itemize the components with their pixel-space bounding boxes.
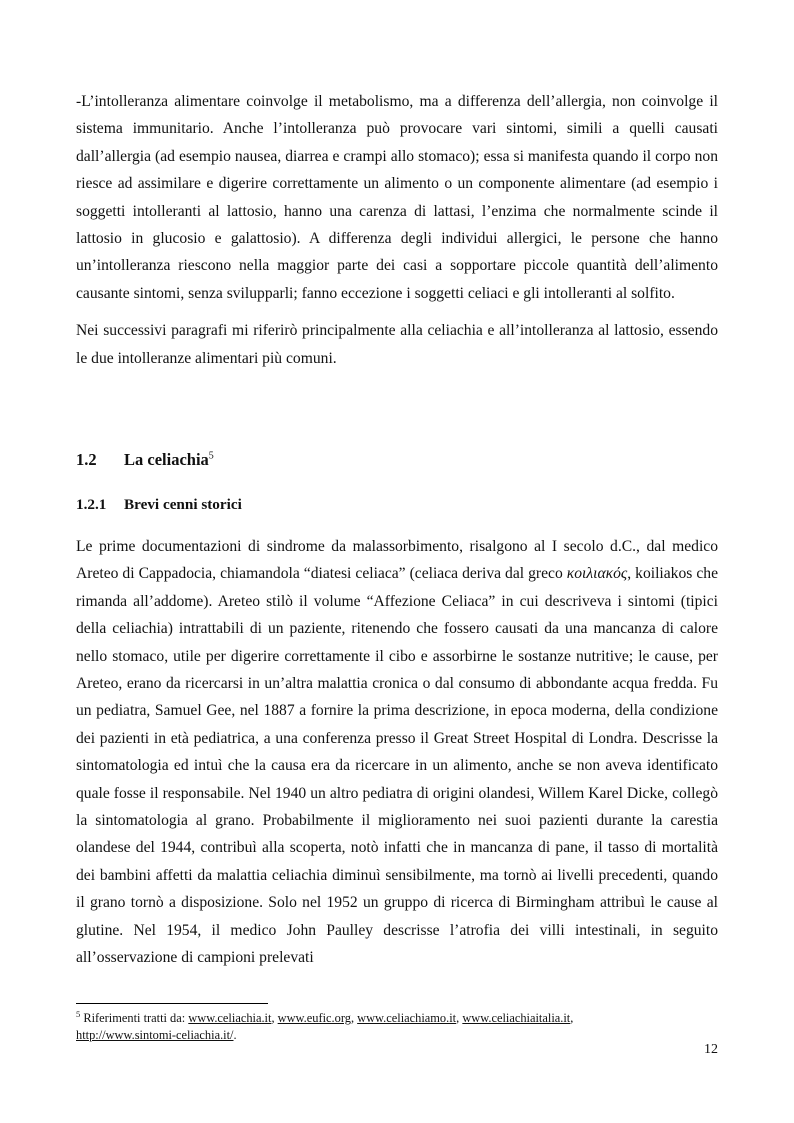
intro-paragraph-1: -L’intolleranza alimentare coinvolge il metabolismo, ma a differenza dell’allergia, non coinvolge il sistema immunitario. Anche l’intolleranza può provocare vari sintomi, simili a quelli causati dall’allergia (ad esempio nausea, diarrea e crampi allo stomaco); essa si manifesta quando il corpo non riesce ad assimilare e digerire correttamente un alimento o un componente alimentare (ad esempio i soggetti intolleranti al lattosio, hanno una carenza di lattasi, l’enzima che normalmente scinde il lattosio in glucosio e galattosio). A differenza degli individui allergici, le persone che hanno un’intolleranza riescono nella maggior parte dei casi a sopportare piccole quantità dell’alimento causante sintomi, senza svilupparli; fanno eccezione i soggetti celiaci e gli intolleranti al solfito. bbox=[76, 93, 718, 302]
footnote-link-celiachiamo[interactable]: www.celiachiamo.it bbox=[357, 1011, 457, 1025]
page-number: 12 bbox=[704, 1042, 718, 1057]
subsection-title: Brevi cenni storici bbox=[124, 496, 242, 513]
footnote-divider bbox=[76, 1003, 268, 1004]
footnote bbox=[76, 1010, 718, 1043]
footnote-marker: 5 bbox=[76, 1008, 81, 1019]
history-paragraph bbox=[76, 533, 718, 972]
footnote-prefix: Riferimenti tratti da: bbox=[80, 1011, 189, 1025]
section-heading bbox=[76, 450, 214, 470]
history-text-rest: , koiliakos che rimanda all’addome). Areteo stilò il volume “Affezione Celiaca” in cui descriveva i sintomi (tipici della celiachia) intrattabili di un paziente, ritenendo che fossero causati da una mancanza di calore nello stomaco, utile per digerire correttamente il cibo e assorbirne le sostanze nutritive; le cause, per Areteo, erano da ricercarsi in un’altra malattia cronica o dal consumo di abbondante acqua fredda. Fu un pediatra, Samuel Gee, nel 1887 a fornire la prima descrizione, in epoca moderna, della condizione dei pazienti in età pediatrica, a una conferenza presso il Great Street Hospital di Londra. Descrisse la sintomatologia ed intuì che la causa era da ricercare in un alimento, anche se non aveva identificato quale fosse il responsabile. Nel 1940 un altro pediatra di origini olandesi, Willem Karel Dicke, collegò la sintomatologia al grano. Probabilmente il miglioramento nei suoi pazienti durante la carestia olandese del 1944, contribuì alla scoperta, notò infatti che in mancanza di pane, il tasso di mortalità dei bambini affetti da malattia celiachia diminuì sensibilmente, ma tornò ai livelli precedenti, quando il grano tornò a disposizione. Solo nel 1952 un gruppo di ricerca di Birmingham attribuì le cause al glutine. Nel 1954, il medico John Paulley descrisse l’atrofia dei villi intestinali, in seguito all’osservazione di campioni prelevati bbox=[76, 565, 718, 967]
footnote-separator: , bbox=[570, 1011, 574, 1025]
subsection-heading bbox=[76, 496, 242, 514]
subsection-number: 1.2.1 bbox=[76, 496, 107, 513]
greek-word: κοιλιακός bbox=[566, 565, 628, 583]
footnote-suffix: . bbox=[233, 1027, 237, 1042]
section-title-text: La celiachia bbox=[124, 450, 209, 469]
footnote-reference[interactable]: 5 bbox=[208, 450, 214, 462]
footnote-link-celiachiaitalia[interactable]: www.celiachiaitalia.it bbox=[462, 1011, 571, 1025]
intro-paragraph-2: Nei successivi paragrafi mi riferirò principalmente alla celiachia e all’intolleranza al lattosio, essendo le due intolleranze alimentari più comuni. bbox=[76, 322, 718, 367]
footnote-separator: , bbox=[456, 1011, 463, 1025]
footnote-separator: , bbox=[271, 1011, 278, 1025]
section-number: 1.2 bbox=[76, 450, 97, 469]
section-title bbox=[124, 450, 214, 470]
footnote-link-celiachia[interactable]: www.celiachia.it bbox=[188, 1011, 272, 1025]
footnote-link-sintomi[interactable]: http://www.sintomi-celiachia.it/ bbox=[76, 1027, 234, 1042]
intro-text bbox=[76, 88, 718, 372]
history-text-start: Le prime documentazioni di sindrome da malassorbimento, risalgono al I secolo d.C., dal medico Areteo di Cappadocia, chiamandola “diatesi celiaca” (celiaca deriva dal greco bbox=[76, 538, 718, 583]
section-body bbox=[76, 533, 718, 972]
footnote-link-eufic[interactable]: www.eufic.org bbox=[277, 1011, 351, 1025]
footnote-separator: , bbox=[350, 1011, 358, 1025]
